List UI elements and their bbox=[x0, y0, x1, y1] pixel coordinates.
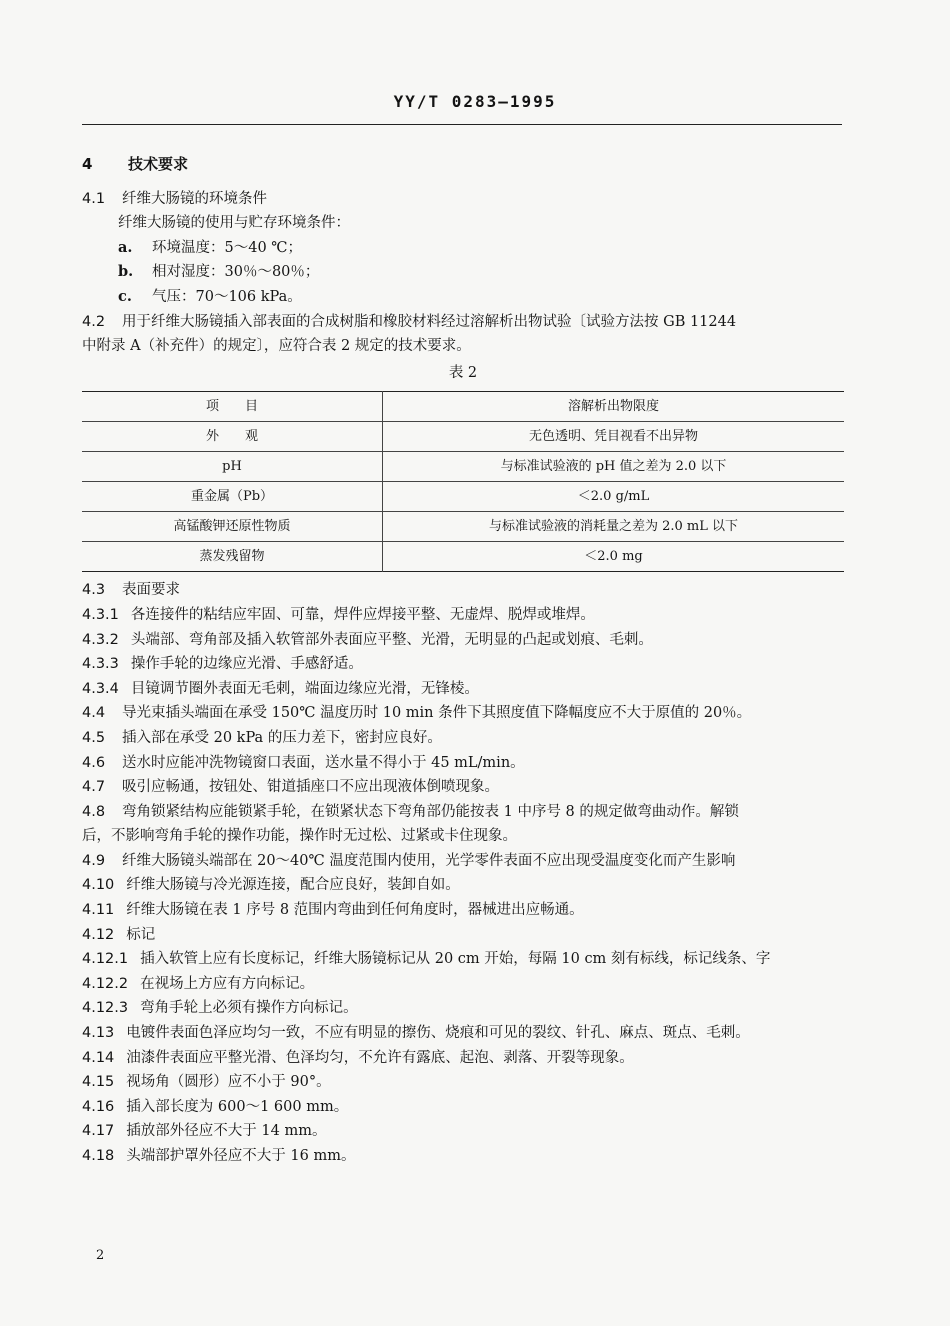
clause-4-2 bbox=[82, 310, 844, 335]
clause bbox=[82, 1070, 844, 1095]
clause-number: 4.11 bbox=[82, 902, 115, 919]
table-cell-item: 蒸发残留物 bbox=[82, 542, 383, 572]
clause-continuation: 后，不影响弯角手轮的操作功能，操作时无过松、过紧或卡住现象。 bbox=[82, 828, 517, 845]
table-2 bbox=[82, 391, 844, 572]
clause-number: 4.5 bbox=[82, 729, 106, 746]
clause bbox=[82, 996, 844, 1021]
clause-number: 4.9 bbox=[82, 852, 106, 869]
table-caption: 表 2 bbox=[448, 364, 478, 381]
clause bbox=[82, 1095, 844, 1120]
list-item-label: b. bbox=[118, 263, 134, 281]
clause-4-1-heading bbox=[82, 187, 844, 212]
table-cell-limit: ＜2.0 mg bbox=[383, 542, 845, 572]
clause-text: 头端部、弯角部及插入软管部外表面应平整、光滑，无明显的凸起或划痕、毛刺。 bbox=[130, 631, 653, 648]
clause-number: 4.3.1 bbox=[82, 606, 119, 623]
clause-number: 4.15 bbox=[82, 1074, 115, 1091]
clause-text: 插入部长度为 600～1 600 mm。 bbox=[126, 1098, 349, 1115]
header-rule bbox=[82, 124, 842, 125]
clause-number: 4.12.2 bbox=[82, 975, 129, 992]
clause-text: 插入部在承受 20 kPa 的压力差下，密封应良好。 bbox=[122, 729, 442, 746]
page-number: 2 bbox=[96, 1248, 105, 1263]
clause-number: 4.3.2 bbox=[82, 631, 119, 648]
clause-4-1-intro: 纤维大肠镜的使用与贮存环境条件： bbox=[118, 215, 350, 232]
clause-number: 4.18 bbox=[82, 1148, 115, 1164]
clause-number: 4.17 bbox=[82, 1123, 115, 1140]
clause bbox=[82, 1119, 844, 1144]
clause-text: 视场角（圆形）应不小于 90°。 bbox=[126, 1074, 331, 1091]
clause-text: 各连接件的粘结应牢固、可靠，焊件应焊接平整、无虚焊、脱焊或堆焊。 bbox=[130, 606, 595, 623]
clause bbox=[82, 923, 844, 948]
clause bbox=[82, 898, 844, 923]
clause-number: 4.13 bbox=[82, 1025, 115, 1042]
clause bbox=[82, 800, 844, 825]
clause-text: 弯角锁紧结构应能锁紧手轮，在锁紧状态下弯角部仍能按表 1 中序号 8 的规定做弯曲动作。解锁 bbox=[122, 803, 739, 820]
list-item-text: 气压：70～106 kPa。 bbox=[152, 288, 302, 305]
list-item bbox=[82, 285, 844, 310]
clause-text: 用于纤维大肠镜插入部表面的合成树脂和橡胶材料经过溶解析出物试验〔试验方法按 GB 11244 bbox=[122, 313, 737, 330]
clause-text: 导光束插头端面在承受 150℃ 温度历时 10 min 条件下其照度值下降幅度应不大于原值的 20％。 bbox=[122, 705, 752, 722]
table-row bbox=[82, 482, 844, 512]
table-cell-item: pH bbox=[82, 452, 383, 482]
table-cell-limit: ＜2.0 g/mL bbox=[383, 482, 845, 512]
clause-number: 4.12.3 bbox=[82, 1000, 129, 1017]
table-cell-item: 高锰酸钾还原性物质 bbox=[82, 512, 383, 542]
clause-text: 在视场上方应有方向标记。 bbox=[140, 975, 315, 992]
clause-number: 4.10 bbox=[82, 877, 115, 894]
clause-number: 4.4 bbox=[82, 705, 106, 722]
clause-text: 标记 bbox=[126, 926, 156, 943]
clause bbox=[82, 726, 844, 751]
clause bbox=[82, 578, 844, 603]
clause bbox=[82, 603, 844, 628]
clause-text: 吸引应畅通，按钮处、钳道插座口不应出现液体倒喷现象。 bbox=[122, 779, 499, 796]
clause-text: 表面要求 bbox=[122, 582, 180, 599]
clause-text: 头端部护罩外径应不大于 16 mm。 bbox=[126, 1148, 356, 1164]
document-body bbox=[82, 152, 844, 1169]
clause-text: 目镜调节圈外表面无毛刺，端面边缘应光滑，无锋棱。 bbox=[130, 680, 479, 697]
clause bbox=[82, 873, 844, 898]
table-row bbox=[82, 512, 844, 542]
clause bbox=[82, 947, 844, 972]
table-cell-limit: 无色透明、凭目视看不出异物 bbox=[383, 422, 845, 452]
clause-text: 弯角手轮上必须有操作方向标记。 bbox=[140, 1000, 358, 1017]
clause-text: 电镀件表面色泽应均匀一致，不应有明显的擦伤、烧痕和可见的裂纹、针孔、麻点、斑点、毛刺。 bbox=[126, 1025, 750, 1042]
clause-number: 4.14 bbox=[82, 1049, 115, 1066]
clause bbox=[82, 701, 844, 726]
clause-number: 4.2 bbox=[82, 313, 106, 330]
clause-number: 4.3.4 bbox=[82, 680, 119, 697]
standard-code-header: YY/T 0283—1995 bbox=[393, 92, 557, 111]
table-row bbox=[82, 542, 844, 572]
table-cell-limit: 与标准试验液的消耗量之差为 2.0 mL 以下 bbox=[383, 512, 845, 542]
clause bbox=[82, 775, 844, 800]
clause-text: 纤维大肠镜头端部在 20～40℃ 温度范围内使用，光学零件表面不应出现受温度变化而产生影响 bbox=[122, 852, 736, 869]
list-item bbox=[82, 260, 844, 285]
table-cell-limit: 与标准试验液的 pH 值之差为 2.0 以下 bbox=[383, 452, 845, 482]
clause-text: 操作手轮的边缘应光滑、手感舒适。 bbox=[130, 656, 363, 673]
clause bbox=[82, 1144, 844, 1169]
clause-4-2-continuation: 中附录 A（补充件）的规定〕，应符合表 2 规定的技术要求。 bbox=[82, 338, 471, 355]
table-row bbox=[82, 452, 844, 482]
clause-text: 纤维大肠镜与冷光源连接，配合应良好，装卸自如。 bbox=[126, 877, 460, 894]
section-title: 技术要求 bbox=[128, 155, 189, 173]
list-item bbox=[82, 236, 844, 261]
clause bbox=[82, 849, 844, 874]
clause-text: 插放部外径应不大于 14 mm。 bbox=[126, 1123, 327, 1140]
column-header-item: 项 目 bbox=[82, 392, 383, 422]
clause bbox=[82, 677, 844, 702]
clause-number: 4.12.1 bbox=[82, 951, 129, 968]
clause bbox=[82, 751, 844, 776]
clause-number: 4.3 bbox=[82, 582, 106, 599]
clause-number: 4.16 bbox=[82, 1098, 115, 1115]
table-cell-item: 外 观 bbox=[82, 422, 383, 452]
clause-text: 油漆件表面应平整光滑、色泽均匀，不允许有露底、起泡、剥落、开裂等现象。 bbox=[126, 1049, 634, 1066]
clause-number: 4.12 bbox=[82, 926, 115, 943]
clause-number: 4.7 bbox=[82, 779, 106, 796]
clause-text: 送水时应能冲洗物镜窗口表面，送水量不得小于 45 mL/min。 bbox=[122, 754, 525, 771]
list-item-label: a. bbox=[118, 238, 133, 256]
clause bbox=[82, 1046, 844, 1071]
clause bbox=[82, 628, 844, 653]
list-item-label: c. bbox=[118, 287, 132, 305]
section-number: 4 bbox=[82, 155, 93, 173]
clause-title: 纤维大肠镜的环境条件 bbox=[122, 190, 267, 207]
column-header-limit: 溶解析出物限度 bbox=[567, 398, 659, 414]
table-row bbox=[82, 422, 844, 452]
clause-number: 4.6 bbox=[82, 754, 106, 771]
list-item-text: 相对湿度：30％～80％； bbox=[152, 264, 320, 281]
list-item-text: 环境温度：5～40 ℃； bbox=[152, 239, 303, 256]
clause-number: 4.3.3 bbox=[82, 656, 119, 673]
table-header-row bbox=[82, 392, 844, 422]
table-cell-item: 重金属（Pb） bbox=[82, 482, 383, 512]
section-4-heading bbox=[82, 152, 844, 177]
clause bbox=[82, 1021, 844, 1046]
clause-number: 4.8 bbox=[82, 803, 106, 820]
clause-text: 纤维大肠镜在表 1 序号 8 范围内弯曲到任何角度时，器械进出应畅通。 bbox=[126, 902, 584, 919]
clause-text: 插入软管上应有长度标记，纤维大肠镜标记从 20 cm 开始，每隔 10 cm 刻有标线，标记线条、字 bbox=[140, 951, 771, 968]
clause bbox=[82, 652, 844, 677]
clause bbox=[82, 972, 844, 997]
clause-number: 4.1 bbox=[82, 190, 106, 207]
